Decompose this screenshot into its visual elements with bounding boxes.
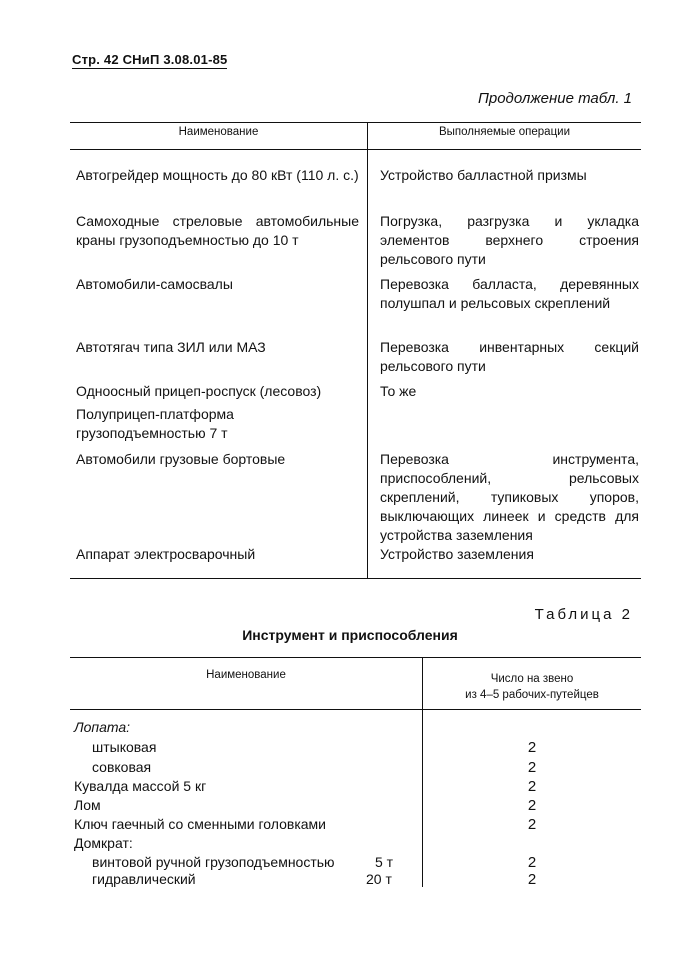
- table-row-name: Полуприцеп-платформа грузоподъемностью 7 т: [76, 406, 234, 441]
- row-name: Домкрат:: [74, 835, 133, 851]
- table-row: [70, 759, 641, 779]
- row-name: совковая: [92, 759, 152, 775]
- row-quantity: 2: [527, 871, 537, 888]
- table-row-name: Автомобили грузовые бортовые: [76, 451, 286, 467]
- column-header-count-line-1: Число на звено: [490, 673, 574, 685]
- table-row-operation: Перевозка инструмента, приспособлений, рельсовых скреплений, тупиковых упоров, выключающих линеек и средств для устройства заземления: [380, 451, 639, 543]
- table-row-operation: Устройство балластной призмы: [380, 167, 587, 183]
- table-header-rule: [70, 709, 641, 710]
- row-name: штыковая: [92, 739, 157, 755]
- table-row: [70, 719, 641, 739]
- row-unit: 20 т: [366, 871, 392, 887]
- table-row: [70, 778, 641, 798]
- column-header-count: [423, 671, 641, 703]
- table-row-name: Самоходные стреловые автомобильные краны грузоподъемностью до 10 т: [76, 213, 359, 248]
- table-2-label: Таблица 2: [534, 606, 633, 623]
- column-header-operations: Выполняемые операции: [439, 126, 570, 138]
- table-bottom-rule: [70, 578, 641, 579]
- row-quantity: 2: [527, 778, 537, 795]
- table-row-name: Автомобили-самосвалы: [76, 276, 233, 292]
- page-header: Стр. 42 СНиП 3.08.01-85: [72, 52, 228, 67]
- table-row-operation: Перевозка инвентарных секций рельсового пути: [380, 339, 639, 374]
- table-row-operation: Устройство заземления: [380, 546, 534, 562]
- row-name: винтовой ручной грузоподъемностью: [92, 854, 335, 870]
- table-row-name: Одноосный прицеп-роспуск (лесовоз): [76, 383, 322, 399]
- table-1: [70, 122, 641, 579]
- row-quantity: 2: [527, 759, 537, 776]
- column-header-count-line-2: из 4–5 рабочих-путейцев: [465, 689, 599, 701]
- table-row: [70, 835, 641, 855]
- row-name: Кувалда массой 5 кг: [74, 778, 207, 794]
- table-header-rule: [70, 149, 641, 150]
- table-row-name: Автогрейдер мощность до 80 кВт (110 л. с.): [76, 167, 359, 183]
- table-row-name: Аппарат электросварочный: [76, 546, 256, 562]
- table-2: [70, 657, 641, 887]
- table-top-rule: [70, 122, 641, 123]
- table-row-operation: То же: [380, 383, 417, 399]
- row-quantity: 2: [527, 816, 537, 833]
- row-quantity: 2: [527, 854, 537, 871]
- column-header-name: Наименование: [178, 126, 259, 138]
- table-column-divider: [367, 122, 368, 579]
- table-continuation-caption: Продолжение табл. 1: [478, 90, 632, 107]
- row-unit: 5 т: [375, 854, 394, 870]
- table-row-name: Автотягач типа ЗИЛ или МАЗ: [76, 339, 266, 355]
- table-top-rule: [70, 657, 641, 658]
- table-row: [70, 871, 641, 891]
- row-name: Лопата:: [74, 719, 131, 735]
- table-row-operation: Погрузка, разгрузка и укладка элементов верхнего строения рельсового пути: [380, 213, 639, 267]
- table-row-operation: Перевозка балласта, деревянных полушпал и рельсовых скреплений: [380, 276, 639, 311]
- column-header-name: Наименование: [206, 669, 286, 681]
- table-row: [70, 739, 641, 759]
- table-row: [70, 797, 641, 817]
- row-name: Ключ гаечный со сменными головками: [74, 816, 326, 832]
- table-2-title: Инструмент и приспособления: [242, 627, 458, 643]
- row-name: гидравлический: [92, 871, 196, 887]
- table-row: [70, 816, 641, 836]
- row-quantity: 2: [527, 739, 537, 756]
- row-name: Лом: [74, 797, 101, 813]
- row-quantity: 2: [527, 797, 537, 814]
